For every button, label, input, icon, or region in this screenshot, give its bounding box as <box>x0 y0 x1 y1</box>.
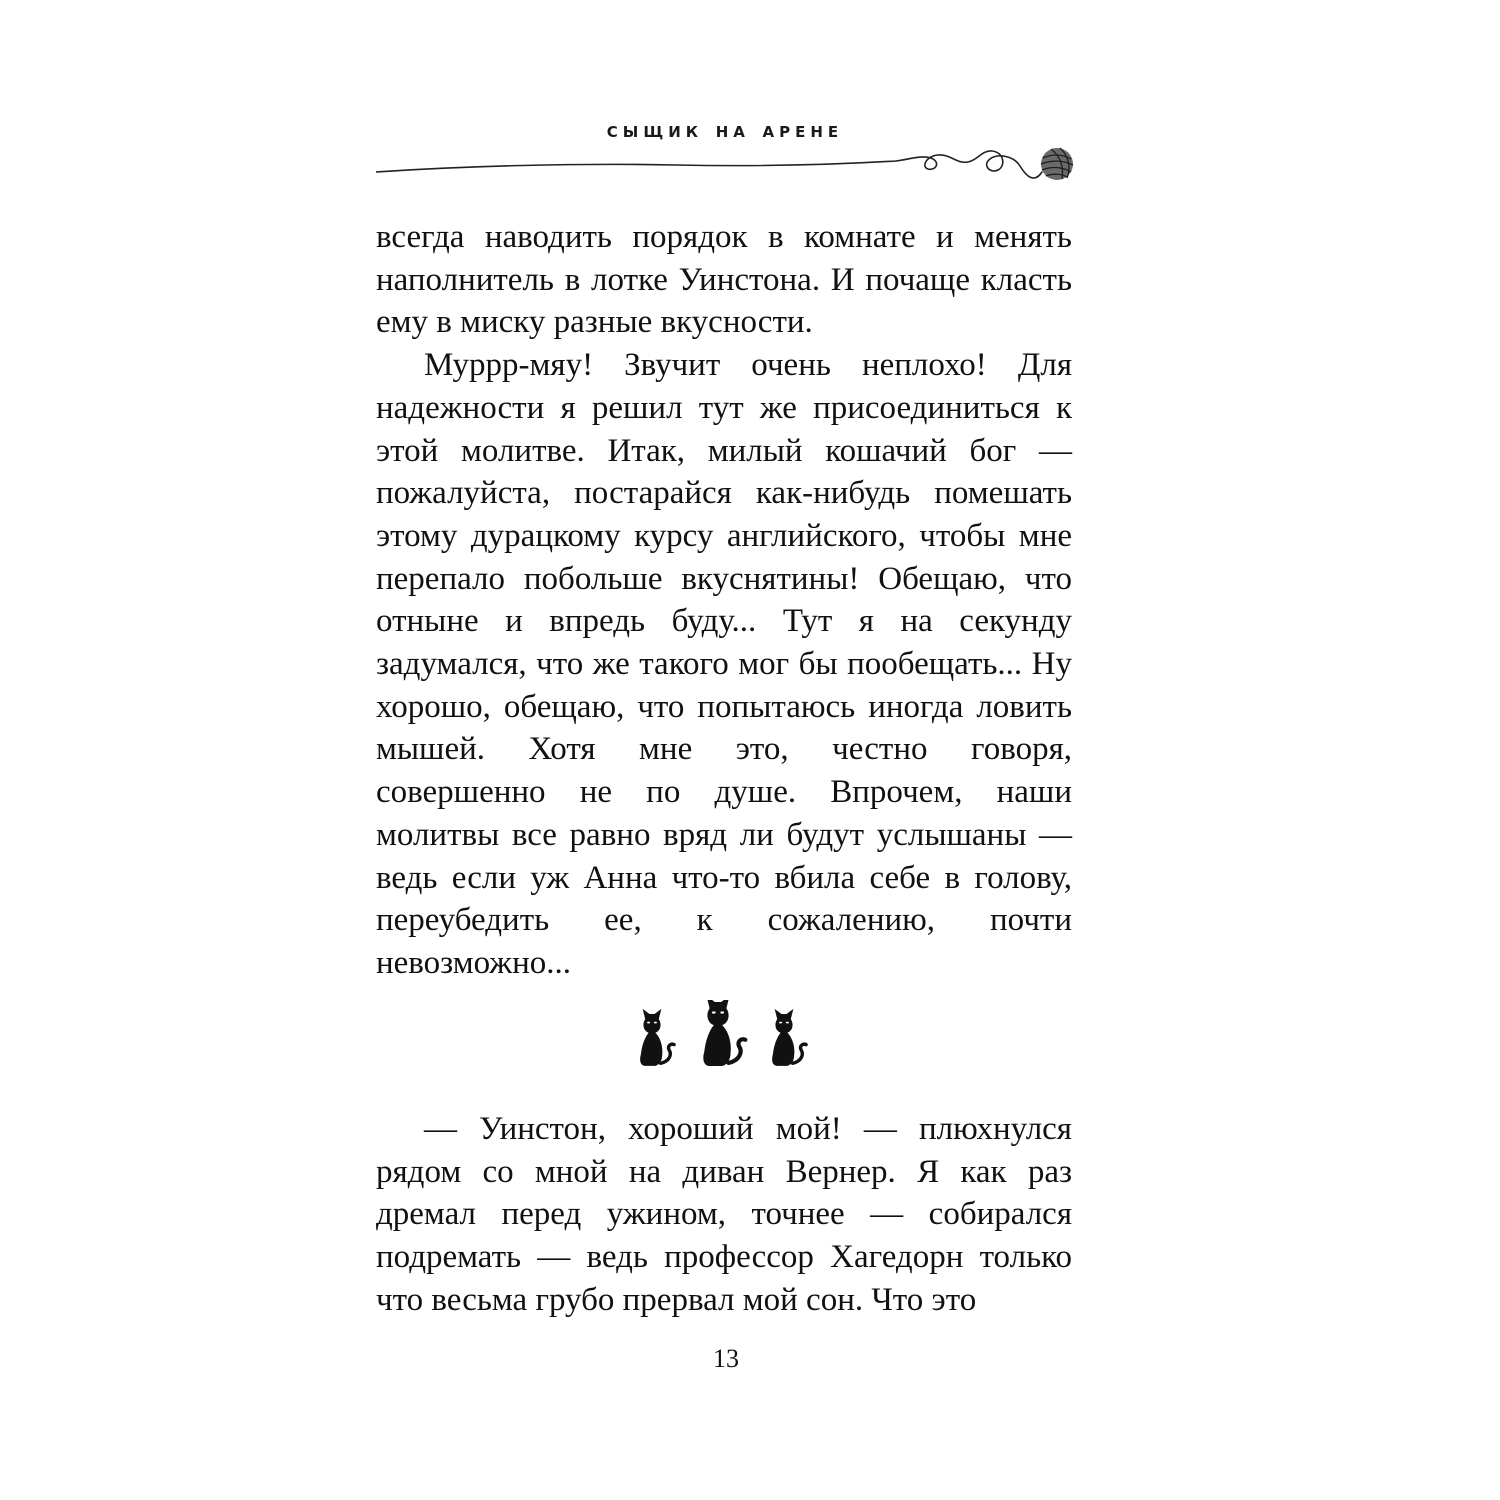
paragraph: — Уинстон, хороший мой! — плюхнулся рядом со мной на диван Вернер. Я как раз дремал перед ужином, точнее — собирался подремать — ведь профессор Хагедорн только что весьма грубо прервал мой сон. Что это <box>376 1111 1072 1318</box>
paragraph: всегда наводить порядок в комнате и менять наполнитель в лотке Уинстона. И почаще класть ему в миску разные вкусности. <box>376 219 1072 341</box>
running-header <box>376 112 1074 198</box>
paragraph: Муррр-мяу! Звучит очень неплохо! Для надежности я решил тут же присоединиться к этой молитве. Итак, милый кошачий бог — пожалуйста, постарайся как-нибудь помешать этому дурацкому курсу английского, чтобы мне перепало побольше вкуснятины! Обещаю, что отныне и впредь буду... Тут я на секунду задумался, что же такого мог бы пообещать... Ну хорошо, обещаю, что попытаюсь иногда ловить мышей. Хотя мне это, честно говоря, совершенно не по душе. Впрочем, наши молитвы все равно вряд ли будут услышаны — ведь если уж Анна что-то вбила себе в голову, переубедить ее, к сожалению, почти невозможно... <box>376 347 1072 981</box>
text-block-top <box>376 216 1072 985</box>
yarn-ball-thread-icon <box>376 142 1074 198</box>
page-number: 13 <box>713 1344 739 1373</box>
three-cats-icon <box>620 1000 820 1078</box>
text-block-bottom <box>376 1108 1072 1322</box>
running-title: сыщик на арене <box>606 118 844 143</box>
